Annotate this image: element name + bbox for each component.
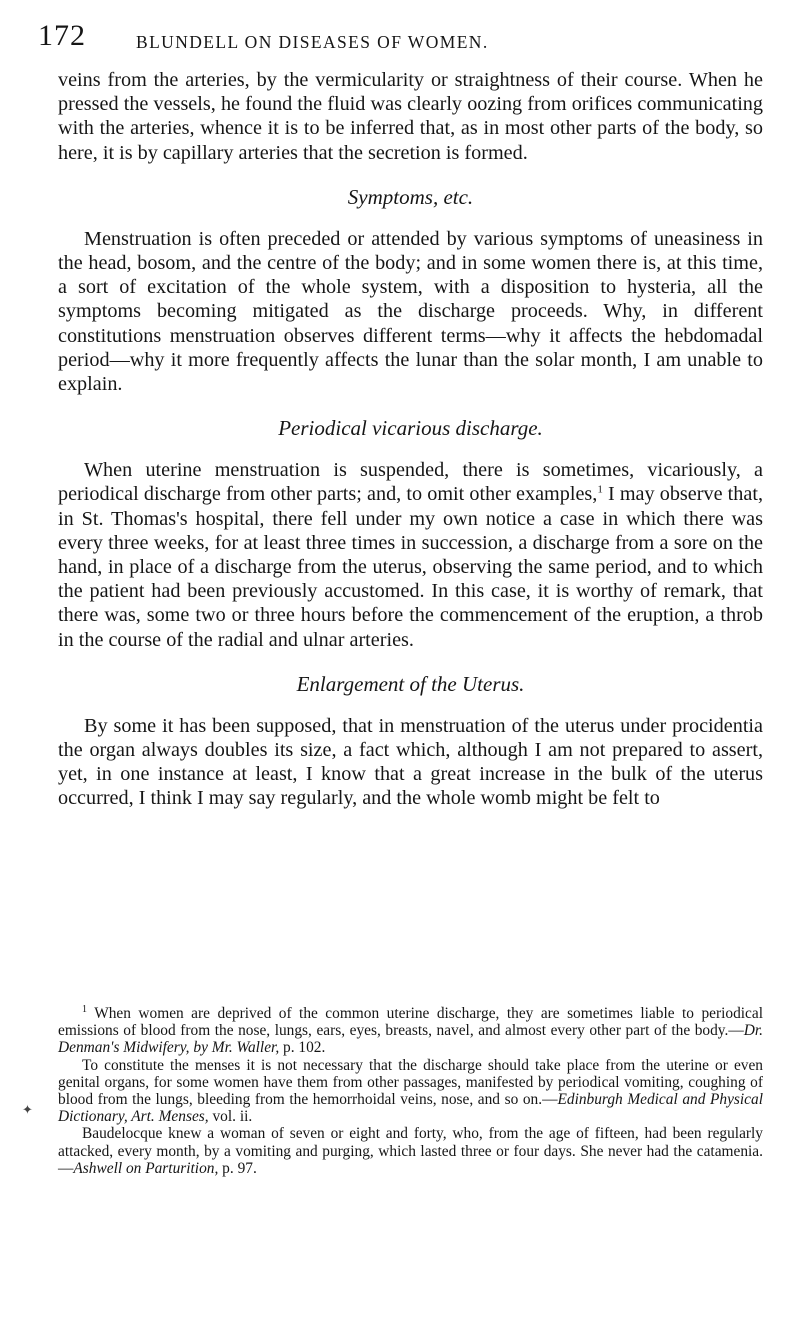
page-number: 172: [38, 19, 86, 52]
paragraph: By some it has been supposed, that in menstruation of the uterus under procidentia the organ always doubles its size, a fact which, although I am not prepared to assert, yet, in one instance at least, I know that a great increase in the bulk of the uterus occurred, I think I may say regularly, and the whole womb might be felt to: [58, 714, 763, 810]
footnote-text: p. 97.: [218, 1159, 257, 1177]
footnote-text: p. 102.: [279, 1039, 326, 1057]
paragraph: veins from the arteries, by the vermicularity or straightness of their course. When he pressed the vessels, he found the fluid was clearly oozing from orifices communicating with the arteries, whence it is to be inferred that, as in most other parts of the body, so here, it is by capillary arteries that the secretion is formed.: [58, 69, 763, 164]
footnotes: [58, 1005, 763, 1177]
page-header: [38, 18, 761, 58]
footnote-text: Baudelocque knew a woman of seven or eight and forty, who, from the age of fifteen, had been regularly attacked, every month, by a vomiting and purging, which lasted three or four days. She never had the catamenia.—: [58, 1125, 763, 1177]
footnote-citation: Dr. Denman's Midwifery, by Mr. Waller,: [58, 1022, 763, 1057]
footnote: [58, 1005, 763, 1057]
paragraph: Menstruation is often preceded or attended by various symptoms of uneasiness in the head, bosom, and the centre of the body; and in some women there is, at this time, a sort of excitation of the whole system, with a disposition to hysteria, all the symptoms becoming mitigated as the discharge proceeds. Why, in different constitutions menstruation observes different terms—why it affects the hebdomadal period—why it more frequently affects the lunar than the solar month, I am unable to explain.: [58, 227, 763, 396]
paragraph: [58, 458, 763, 652]
paragraph-text: I may observe that, in St. Thomas's hospital, there fell under my own notice a case in which there was every three weeks, for at least three times in succession, a discharge from a sore on the hand, in place of a discharge from the uterus, observing the same period, and to which the patient had been previously accustomed. In this case, it is worthy of remark, that there was, some two or three hours before the commencement of the eruption, a throb in the course of the radial and ulnar arteries.: [58, 483, 764, 651]
section-heading-vicarious-discharge: Periodical vicarious discharge.: [278, 416, 543, 441]
footnote: [58, 1125, 763, 1177]
footnote-text: When women are deprived of the common uterine discharge, they are sometimes liable to periodical emissions of blood from the nose, lungs, ears, eyes, breasts, navel, and almost every other part of the body.—: [58, 1005, 763, 1040]
footnote-text: To constitute the menses it is not necessary that the discharge should take place from the uterine or even genital organs, for some women have them from other passages, manifested by periodical vomiting, coughing of blood from the lungs, bleeding from the hemorrhoidal veins, nose, and so on.—: [58, 1056, 763, 1109]
footnote-reference: 1: [597, 483, 603, 496]
footnote-text: vol. ii.: [208, 1108, 253, 1126]
body-text: [58, 68, 763, 811]
section-heading-symptoms: Symptoms, etc.: [347, 184, 474, 209]
footnote: [58, 1057, 763, 1126]
section-heading-enlargement: Enlargement of the Uterus.: [296, 671, 525, 696]
footnote-marker: 1: [82, 1003, 87, 1015]
footnote-citation: Edinburgh Medical and Physical Dictionary, Art. Menses,: [58, 1091, 763, 1126]
footnote-citation: Ashwell on Parturition,: [73, 1159, 219, 1177]
running-head: BLUNDELL ON DISEASES OF WOMEN.: [136, 32, 489, 52]
paragraph-text: When uterine menstruation is suspended, there is sometimes, vicariously, a periodical discharge from other parts; and, to omit other examples,: [58, 459, 763, 506]
margin-mark: ✦: [22, 1102, 33, 1117]
